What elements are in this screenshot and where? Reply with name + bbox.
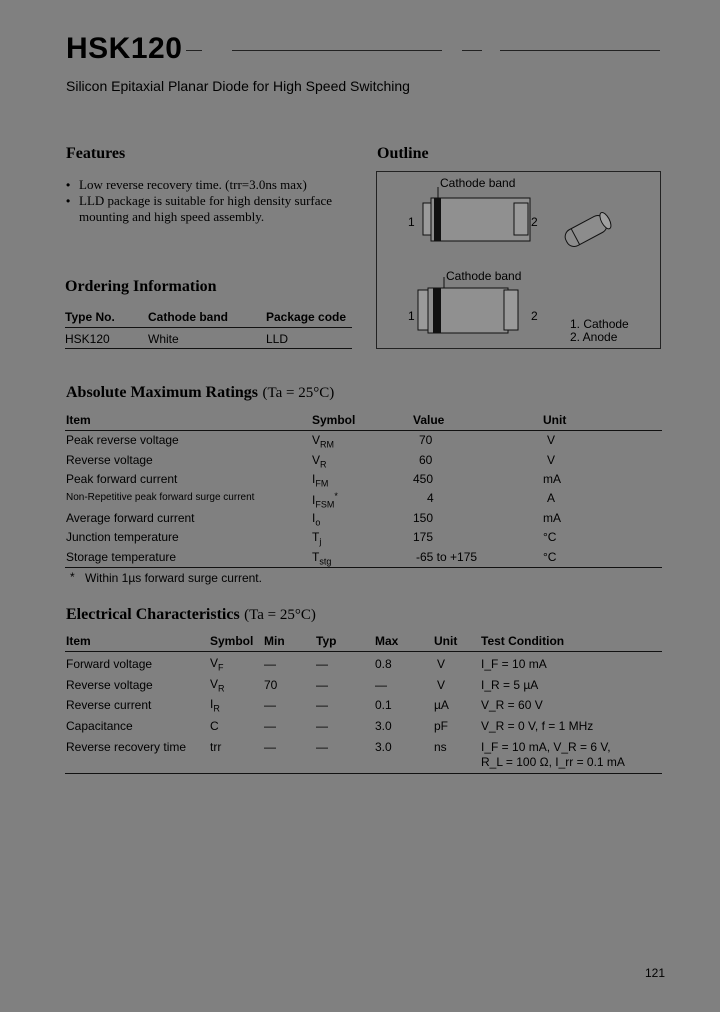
ec-symbol: C [210,719,219,733]
ec-max: 0.1 [375,698,392,712]
amr-unit: V [547,433,556,447]
ec-item: Capacitance [66,719,133,733]
amr-col-symbol: Symbol [312,413,356,427]
amr-unit: V [547,453,556,467]
amr-col-value: Value [413,413,445,427]
table-rule [65,327,352,328]
diode-side-view-top [423,187,530,241]
amr-symbol: $V_R$ [312,453,327,470]
page-title: HSK120 [66,32,183,65]
feature-item: LLD package is suitable for high density surface [79,193,333,208]
cathode-band-label-bottom: Cathode band [446,269,522,283]
header-rule [462,50,482,51]
amr-value: 175 [413,530,434,544]
amr-value: 4 [427,491,434,505]
ec-unit: µA [434,698,449,712]
table-rule [65,430,662,431]
ec-symbol: $V_R$ [210,677,225,694]
legend-anode: 2. Anode [570,330,618,344]
pin-1-label: 1 [408,215,415,229]
ec-item: Reverse recovery time [66,740,187,754]
ec-col-unit: Unit [434,634,458,648]
amr-heading: Absolute Maximum Ratings [66,384,259,401]
ec-unit: ns [434,740,447,754]
ec-typ: — [316,719,328,733]
footnote-mark: * [70,570,75,584]
ec-max: — [375,678,387,692]
amr-symbol: $I_o$ [312,511,321,528]
table-rule [65,348,352,349]
ec-item: Forward voltage [66,657,153,671]
ec-cond: V_R = 0 V, f = 1 MHz [481,719,594,733]
outline-heading: Outline [377,145,429,162]
ec-typ: — [316,740,328,754]
ec-heading: Electrical Characteristics [66,606,240,623]
ec-typ: — [316,678,328,692]
pin-1-label: 1 [408,309,415,323]
ec-col-min: Min [264,634,285,648]
bullet: • [66,194,71,208]
features-heading: Features [66,145,126,162]
ec-min: — [264,740,276,754]
ordering-heading: Ordering Information [65,278,217,295]
amr-value: 450 [413,472,434,486]
ec-min: — [264,719,276,733]
ec-col-item: Item [66,634,91,648]
ec-cond-cont: R_L = 100 Ω, I_rr = 0.1 mA [481,755,625,769]
cathode-band-label-top: Cathode band [440,176,516,190]
bullet: • [66,178,71,192]
amr-symbol: $I_{FM}$ [312,472,329,489]
legend-cathode: 1. Cathode [570,317,629,331]
amr-item: Peak reverse voltage [66,433,179,447]
ec-symbol: $V_F$ [210,656,224,673]
amr-heading-group [66,384,334,402]
ec-symbol: $I_R$ [210,697,220,714]
amr-unit: mA [543,511,561,525]
amr-symbol: $T_j$ [312,530,322,547]
ordering-band: White [148,332,179,346]
diode-3d-view [562,211,613,249]
ec-item: Reverse current [66,698,152,712]
ec-min: 70 [264,678,278,692]
ec-unit: V [437,657,446,671]
amr-col-unit: Unit [543,413,567,427]
ec-min: — [264,698,276,712]
header-rule [232,50,442,51]
ec-condition: (Ta = 25°C) [244,607,316,623]
ec-typ: — [316,698,328,712]
amr-col-item: Item [66,413,91,427]
amr-value: 60 [419,453,433,467]
amr-item: Storage temperature [66,550,177,564]
amr-unit: °C [543,550,557,564]
ec-col-typ: Typ [316,634,337,648]
ec-col-test-condition: Test Condition [481,634,565,648]
amr-footnote: Within 1µs forward surge current. [85,571,262,585]
col-cathode-band: Cathode band [148,310,228,324]
col-type-no: Type No. [65,310,115,324]
diode-side-view-bottom [418,277,518,333]
ec-heading-group [66,606,316,624]
table-rule [65,651,662,652]
table-rule [65,773,662,774]
col-package-code: Package code [266,310,347,324]
feature-item: Low reverse recovery time. (trr=3.0ns max) [79,177,307,192]
feature-item-cont: mounting and high speed assembly. [79,209,265,224]
amr-symbol: $T_{stg}$ [312,550,332,567]
ec-col-max: Max [375,634,399,648]
ec-cond: I_F = 10 mA, V_R = 6 V, [481,740,611,754]
amr-value: 150 [413,511,434,525]
amr-item: Non-Repetitive peak forward surge current [66,492,255,503]
amr-unit: °C [543,530,557,544]
subtitle: Silicon Epitaxial Planar Diode for High Speed Switching [66,78,410,94]
ec-col-symbol: Symbol [210,634,254,648]
amr-symbol: $I_{FSM}^*$ [312,491,338,510]
amr-condition: (Ta = 25°C) [262,385,335,401]
amr-item: Junction temperature [66,530,179,544]
amr-value: -65 to +175 [416,550,478,564]
ec-cond: I_F = 10 mA [481,657,547,671]
ec-unit: V [437,678,446,692]
ec-typ: — [316,657,328,671]
ordering-type: HSK120 [65,332,110,346]
amr-unit: mA [543,472,561,486]
header-rule [500,50,660,51]
amr-value: 70 [419,433,433,447]
ec-max: 3.0 [375,740,392,754]
pin-2-label: 2 [531,309,538,323]
ec-min: — [264,657,276,671]
ordering-package: LLD [266,332,289,346]
page-number: 121 [645,966,666,980]
amr-item: Average forward current [66,511,195,525]
ec-item: Reverse voltage [66,678,153,692]
amr-item: Peak forward current [66,472,178,486]
table-rule [65,567,662,568]
header-rule [186,50,202,51]
ec-max: 3.0 [375,719,392,733]
ec-max: 0.8 [375,657,392,671]
ec-symbol: trr [210,740,222,754]
amr-item: Reverse voltage [66,453,153,467]
ec-cond: I_R = 5 µA [481,678,539,692]
pin-2-label: 2 [531,215,538,229]
ec-cond: V_R = 60 V [481,698,543,712]
ec-unit: pF [434,719,449,733]
amr-symbol: $V_{RM}$ [312,433,335,450]
amr-unit: A [547,491,556,505]
